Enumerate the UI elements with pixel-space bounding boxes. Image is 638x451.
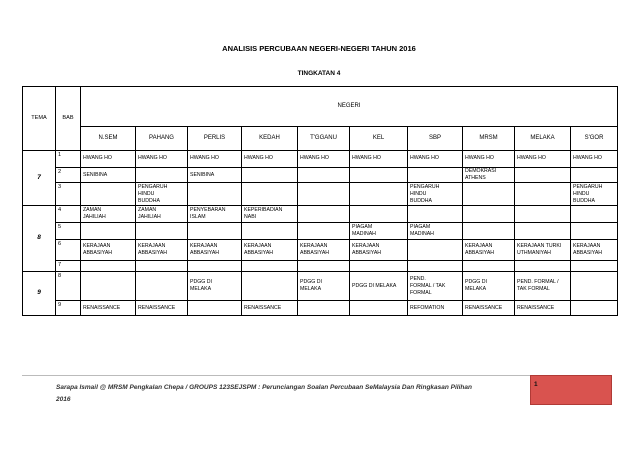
table-cell [298,206,350,223]
table-cell [350,183,408,206]
table-cell: RENAISSANCE [81,301,136,316]
table-cell [408,168,463,183]
table-row [23,223,618,240]
table-cell [136,223,188,240]
state-header-row [23,127,618,151]
table-cell [188,301,242,316]
table-cell [571,261,618,272]
table-cell: HWANG HO [298,151,350,168]
bab-cell: 6 [56,240,81,261]
table-cell [350,206,408,223]
table-cell: PEND. FORMAL / TAK FORMAL [408,272,463,301]
header-state: S'GOR [571,127,618,151]
header-state: N.SEM [81,127,136,151]
table-cell [463,183,515,206]
table-cell [81,223,136,240]
table-cell: KERAJAAN ABBASIYAH [188,240,242,261]
analysis-table [22,86,618,316]
table-body [23,151,618,316]
header-state: PAHANG [136,127,188,151]
table-cell: RENAISSANCE [242,301,298,316]
page-footer [56,382,526,407]
table-cell [242,272,298,301]
table-row [23,261,618,272]
table-cell [350,261,408,272]
table-cell [242,168,298,183]
table-cell [298,183,350,206]
table-cell [515,206,571,223]
table-cell: PENGARUH HINDU BUDDHA [136,183,188,206]
table-row [23,206,618,223]
page-number: 1 [534,381,538,388]
document-title: ANALISIS PERCUBAAN NEGERI-NEGERI TAHUN 2016 [222,44,416,53]
table-cell: DEMOKRASI ATHENS [463,168,515,183]
header-tema: TEMA [23,87,56,151]
footer-rule [22,375,530,376]
table-row [23,151,618,168]
bab-cell: 2 [56,168,81,183]
table-cell [298,168,350,183]
footer-line-1: Sarapa Ismail @ MRSM Pengkalan Chepa / GROUPS 123SEJSPM : Perunciangan Soalan Percubaan SeMalaysia Dan Ringkasan Pilihan [56,384,472,391]
table-cell [242,183,298,206]
table-cell: KERAJAAN ABBASIYAH [463,240,515,261]
tema-cell: 8 [23,206,56,272]
table-cell [515,168,571,183]
bab-cell: 8 [56,272,81,301]
table-cell: SENIBINA [188,168,242,183]
table-cell [136,168,188,183]
header-state: KEDAH [242,127,298,151]
table-cell: PDGG DI MELAKA [298,272,350,301]
table-cell [571,223,618,240]
table-cell: ZAMAN JAHILIAH [136,206,188,223]
table-row [23,168,618,183]
table-cell [571,168,618,183]
table-cell [408,240,463,261]
footer-line-2: 2016 [56,396,71,404]
document-subtitle: TINGKATAN 4 [297,70,341,77]
table-cell [408,261,463,272]
tema-cell: 7 [23,151,56,206]
table-cell: RENAISSANCE [136,301,188,316]
table-cell [81,183,136,206]
table-cell [463,223,515,240]
table-cell: KERAJAAN TURKI UTHMANIYAH [515,240,571,261]
table-cell [81,272,136,301]
table-cell [515,183,571,206]
table-cell [136,261,188,272]
bab-cell: 4 [56,206,81,223]
bab-cell: 1 [56,151,81,168]
table-cell [81,261,136,272]
table-cell: PENGARUH HINDU BUDDHA [571,183,618,206]
table-cell [298,261,350,272]
header-state: MRSM [463,127,515,151]
tema-cell: 9 [23,272,56,316]
table-cell: RENAISSANCE [463,301,515,316]
table-cell [188,183,242,206]
table-cell: PENGARUH HINDU BUDDHA [408,183,463,206]
table-cell: KEPERIBADIAN NABI [242,206,298,223]
table-cell [242,261,298,272]
table-cell: HWANG HO [463,151,515,168]
table-cell [571,301,618,316]
table-cell: REFOMATION [408,301,463,316]
table-cell: KERAJAAN ABBASIYAH [242,240,298,261]
table-row [23,272,618,301]
table-cell: SENIBINA [81,168,136,183]
table-row [23,240,618,261]
table-cell: HWANG HO [188,151,242,168]
table-cell: HWANG HO [242,151,298,168]
page-number-box [530,375,612,405]
bab-cell: 3 [56,183,81,206]
table-cell: HWANG HO [571,151,618,168]
table-cell: PIAGAM MADINAH [408,223,463,240]
table-cell: PEND. FORMAL / TAK FORMAL [515,272,571,301]
header-bab: BAB [56,87,81,151]
table-cell [136,272,188,301]
header-state: MELAKA [515,127,571,151]
table-cell [188,261,242,272]
table-cell: HWANG HO [408,151,463,168]
table-row [23,301,618,316]
table-cell: PENYEBARAN ISLAM [188,206,242,223]
table-cell [350,301,408,316]
table-cell: PDGG DI MELAKA [463,272,515,301]
table-cell: KERAJAAN ABBASIYAH [571,240,618,261]
table-row [23,183,618,206]
header-state: SBP [408,127,463,151]
header-state: KEL [350,127,408,151]
table-cell [242,223,298,240]
bab-cell: 7 [56,261,81,272]
table-cell [298,301,350,316]
table-cell: HWANG HO [350,151,408,168]
header-state: PERLIS [188,127,242,151]
table-cell [350,168,408,183]
table-cell [298,223,350,240]
table-cell: KERAJAAN ABBASIYAH [298,240,350,261]
table-cell [463,261,515,272]
table-cell: PIAGAM MADINAH [350,223,408,240]
table-cell: HWANG HO [515,151,571,168]
table-cell: KERAJAAN ABBASIYAH [350,240,408,261]
header-state: T'GGANU [298,127,350,151]
table-cell: PDGG DI MELAKA [188,272,242,301]
header-negeri: NEGERI [81,87,618,127]
table-cell [408,206,463,223]
table-cell [515,223,571,240]
table-cell [463,206,515,223]
table-cell: HWANG HO [81,151,136,168]
table-cell: HWANG HO [136,151,188,168]
table-cell: KERAJAAN ABBASIYAH [81,240,136,261]
table-cell: ZAMAN JAHILIAH [81,206,136,223]
table-cell [571,206,618,223]
table-cell: PDGG DI MELAKA [350,272,408,301]
table-cell: RENAISSANCE [515,301,571,316]
table-cell [515,261,571,272]
table-cell [188,223,242,240]
table-cell [571,272,618,301]
table-cell: KERAJAAN ABBASIYAH [136,240,188,261]
bab-cell: 9 [56,301,81,316]
bab-cell: 5 [56,223,81,240]
